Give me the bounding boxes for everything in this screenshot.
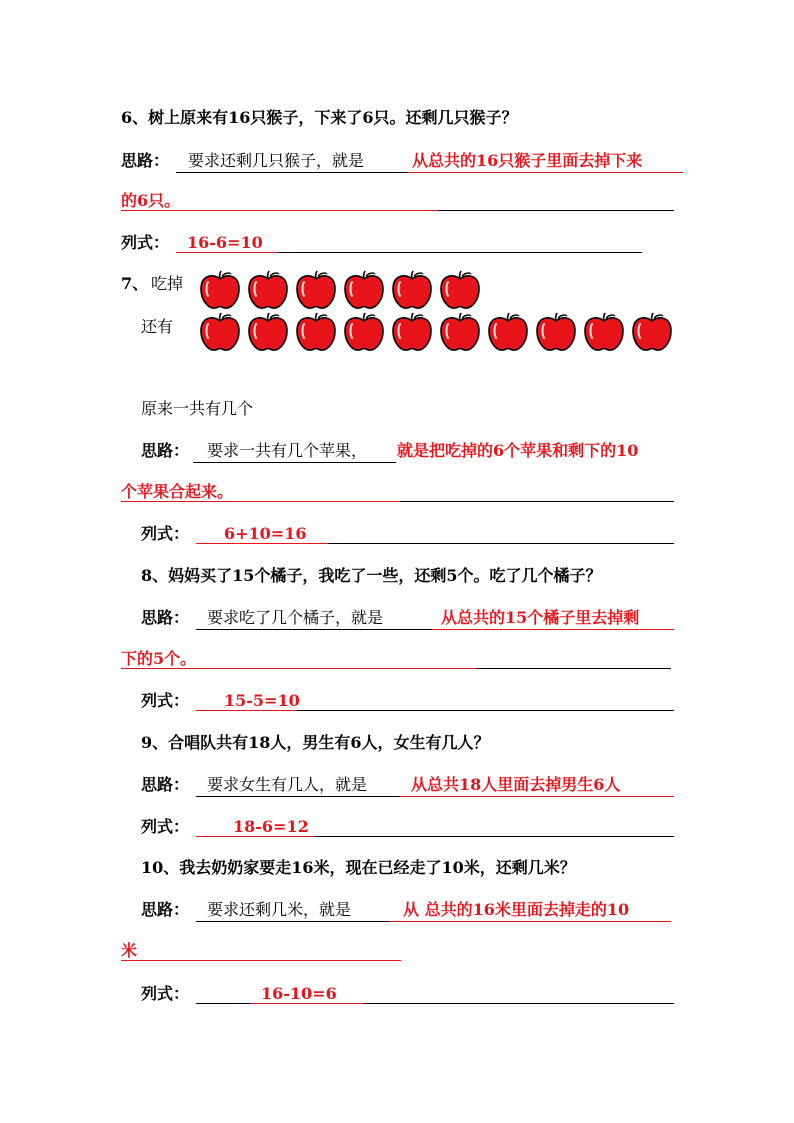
- apple-icon: [583, 312, 625, 352]
- q7-formula-underline-red: [196, 543, 328, 544]
- q10-formula-underline-black: [363, 1003, 674, 1004]
- q10-formula-underline-black-left: [196, 1003, 250, 1004]
- q10-formula: 16-10=6: [261, 984, 337, 1003]
- q7-thinking-prefix: 要求一共有几个苹果，: [207, 441, 368, 460]
- q7-remaining-label: 还有: [141, 317, 174, 336]
- q8-thinking-prefix: 要求吃了几个橘子，就是: [207, 608, 384, 627]
- apple-icon: [631, 312, 673, 352]
- q8-thinking-underline-black: [196, 629, 432, 630]
- q8-formula-underline-red: [196, 710, 296, 711]
- q6-thinking-underline-black: [176, 172, 408, 173]
- q7-thinking-answer-2: 个苹果合起来。: [121, 482, 234, 501]
- q7-formula-underline-black: [328, 543, 674, 544]
- q7-formula-label: 列式：: [141, 524, 190, 543]
- apple-icon: [391, 270, 433, 310]
- q6-thinking-prefix: 要求还剩几只猴子，就是: [188, 151, 365, 170]
- q9-thinking-label: 思路：: [141, 775, 190, 794]
- q9-thinking-prefix: 要求女生有几人，就是: [207, 775, 368, 794]
- q7-question: 原来一共有几个: [141, 399, 254, 418]
- q7-thinking-answer-1: 就是把吃掉的6个苹果和剩下的10: [397, 441, 639, 460]
- q9-formula-label: 列式：: [141, 817, 190, 836]
- q6-formula-underline-black: [278, 252, 642, 253]
- q10-thinking-underline-red: [390, 921, 671, 922]
- q7-thinking-underline-black: [193, 462, 396, 463]
- q8-thinking-underline-black-2: [476, 668, 671, 669]
- q8-question: 8、妈妈买了15个橘子，我吃了一些，还剩5个。吃了几个橘子？: [141, 566, 602, 585]
- apple-icon: [247, 312, 289, 352]
- q6-thinking-answer-2: 的6只。: [121, 191, 181, 210]
- apple-icon: [295, 312, 337, 352]
- q8-formula-label: 列式：: [141, 691, 190, 710]
- q9-thinking-answer-1: 从总共18人里面去掉男生6人: [411, 775, 621, 794]
- q6-thinking-underline-red: [408, 172, 683, 173]
- q8-formula-underline-black: [296, 710, 674, 711]
- q7-thinking-underline-black-2: [400, 501, 674, 502]
- q7-thinking-underline-red-2: [121, 501, 400, 502]
- q6-thinking-underline-red-2: [121, 210, 438, 211]
- q10-thinking-label: 思路：: [141, 900, 190, 919]
- q6-thinking-underline-black-2: [438, 210, 674, 211]
- q6-formula-label: 列式：: [121, 233, 170, 252]
- q10-thinking-prefix: 要求还剩几米，就是: [207, 900, 352, 919]
- q8-formula: 15-5=10: [224, 691, 300, 710]
- q6-question: 6、树上原来有16只猴子，下来了6只。还剩几只猴子？: [121, 108, 518, 127]
- q8-thinking-underline-red: [432, 629, 674, 630]
- q10-thinking-underline-black: [196, 921, 390, 922]
- q7-eaten-label: 吃掉: [151, 274, 184, 293]
- q9-formula-underline-red: [196, 836, 314, 837]
- q9-formula: 18-6=12: [233, 817, 309, 836]
- apple-icon: [535, 312, 577, 352]
- q10-question: 10、我去奶奶家要走16米，现在已经走了10米，还剩几米？: [141, 858, 576, 877]
- q7-thinking-label: 思路：: [141, 441, 190, 460]
- apple-icon: [343, 312, 385, 352]
- apple-icon: [487, 312, 529, 352]
- q8-thinking-label: 思路：: [141, 608, 190, 627]
- q6-thinking-label: 思路：: [121, 151, 170, 170]
- apple-icon: [439, 270, 481, 310]
- q7-number: 7、: [121, 274, 149, 293]
- q9-question: 9、合唱队共有18人，男生有6人，女生有几人？: [141, 733, 490, 752]
- q8-thinking-answer-1: 从总共的15个橘子里去掉剩: [441, 608, 640, 627]
- q9-thinking-underline-black: [196, 796, 400, 797]
- q6-formula-underline-red: [176, 252, 278, 253]
- apple-icon: [391, 312, 433, 352]
- q10-formula-underline-red: [250, 1003, 363, 1004]
- q7-formula: 6+10=16: [224, 524, 307, 543]
- q6-thinking-answer-1: 从总共的16只猴子里面去掉下来: [412, 151, 643, 170]
- apple-icon: [439, 312, 481, 352]
- q9-thinking-underline-red: [400, 796, 674, 797]
- q10-formula-label: 列式：: [141, 984, 190, 1003]
- q9-formula-underline-black: [314, 836, 674, 837]
- apple-icon: [199, 270, 241, 310]
- apple-icon: [295, 270, 337, 310]
- q10-thinking-answer-1: 从 总共的16米里面去掉走的10: [403, 900, 630, 919]
- q8-thinking-underline-red-2: [121, 668, 476, 669]
- q8-thinking-answer-2: 下的5个。: [121, 649, 197, 668]
- apple-icon: [247, 270, 289, 310]
- q10-thinking-answer-2: 米: [121, 941, 138, 960]
- apple-icon: [199, 312, 241, 352]
- q6-formula: 16-6=10: [187, 233, 263, 252]
- q10-thinking-underline-red-2: [121, 960, 401, 961]
- apple-icon: [343, 270, 385, 310]
